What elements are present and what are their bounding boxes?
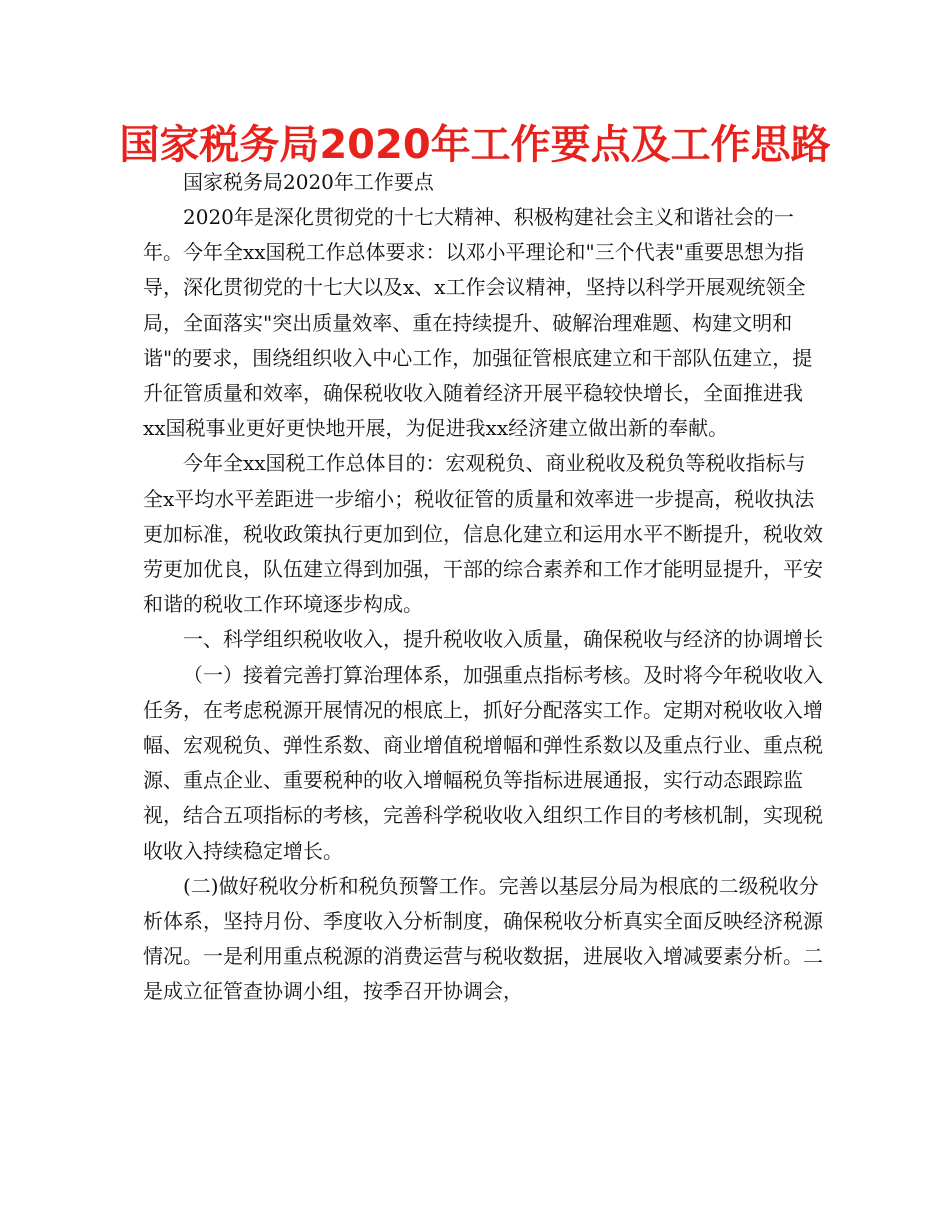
section-heading-1: 一、科学组织税收收入，提升税收收入质量，确保税收与经济的协调增长	[183, 627, 823, 652]
document-subtitle: 国家税务局2020年工作要点	[183, 170, 434, 194]
paragraph-goals: 今年全xx国税工作总体目的：宏观税负、商业税收及税负等税收指标与全x平均水平差距进一步缩小；税收征管的质量和效率进一步提高，税收执法更加标准，税收政策执行更加到位，信息化建立和运用水平不断提升，税收效劳更加优良，队伍建立得到加强，干部的综合素养和工作才能明显提升，平安和谐的税收工作环境逐步构成。	[143, 451, 823, 617]
paragraph-item-1: （一）接着完善打算治理体系，加强重点指标考核。及时将今年税收收入任务，在考虑税源开展情况的根底上，抓好分配落实工作。定期对税收收入增幅、宏观税负、弹性系数、商业增值税增幅和弹性系数以及重点行业、重点税源、重点企业、重要税种的收入增幅税负等指标进展通报，实行动态跟踪监视，结合五项指标的考核，完善科学税收收入组织工作目的考核机制，实现税收收入持续稳定增长。	[143, 662, 823, 863]
paragraph-intro: 2020年是深化贯彻党的十七大精神、积极构建社会主义和谐社会的一年。今年全xx国税工作总体要求：以邓小平理论和"三个代表"重要思想为指导，深化贯彻党的十七大以及x、x工作会议精神，坚持以科学开展观统领全局，全面落实"突出质量效率、重在持续提升、破解治理难题、构建文明和谐"的要求，围绕组织收入中心工作，加强征管根底建立和干部队伍建立，提升征管质量和效率，确保税收收入随着经济开展平稳较快增长，全面推进我xx国税事业更好更快地开展，为促进我xx经济建立做出新的奉献。	[143, 205, 813, 441]
document-body	[143, 200, 823, 1010]
paragraph-item-2: (二)做好税收分析和税负预警工作。完善以基层分局为根底的二级税收分析体系，坚持月份、季度收入分析制度，确保税收分析真实全面反映经济税源情况。一是利用重点税源的消费运营与税收数据，进展收入增减要素分析。二是成立征管查协调小组，按季召开协调会，	[143, 873, 823, 1004]
document-title: 国家税务局2020年工作要点及工作思路	[119, 122, 831, 168]
